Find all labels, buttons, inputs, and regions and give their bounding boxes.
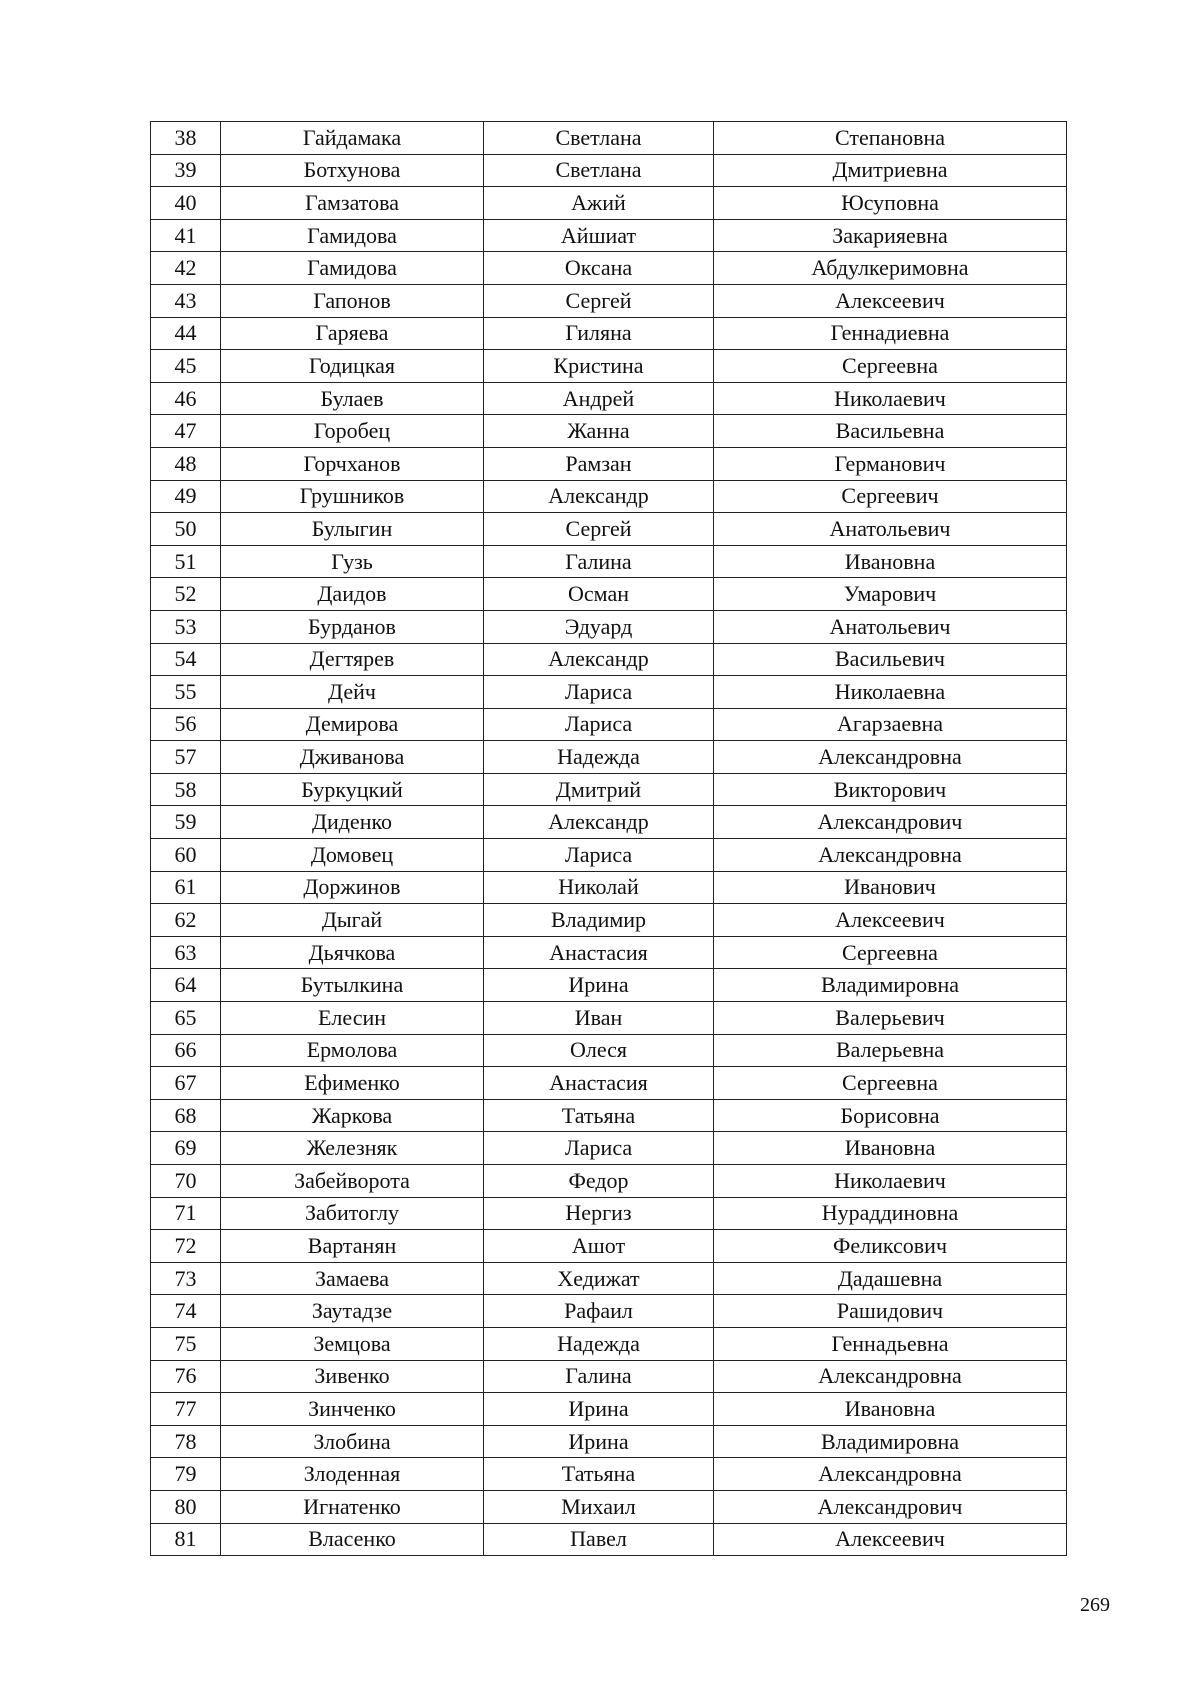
last-name-cell: Гамзатова: [221, 187, 484, 220]
table-row: [151, 545, 1067, 578]
last-name-cell: Гузь: [221, 545, 484, 578]
row-number-cell: 47: [151, 415, 221, 448]
table-row: [151, 1458, 1067, 1491]
patronymic-cell: Иванович: [714, 871, 1067, 904]
first-name-cell: Николай: [484, 871, 714, 904]
row-number-cell: 62: [151, 904, 221, 937]
patronymic-cell: Сергеевна: [714, 936, 1067, 969]
last-name-cell: Ефименко: [221, 1067, 484, 1100]
last-name-cell: Демирова: [221, 708, 484, 741]
patronymic-cell: Николаевич: [714, 382, 1067, 415]
patronymic-cell: Алексеевич: [714, 904, 1067, 937]
patronymic-cell: Николаевич: [714, 1165, 1067, 1198]
table-row: [151, 1230, 1067, 1263]
row-number-cell: 77: [151, 1393, 221, 1426]
last-name-cell: Диденко: [221, 806, 484, 839]
table-row: [151, 936, 1067, 969]
last-name-cell: Ермолова: [221, 1034, 484, 1067]
row-number-cell: 80: [151, 1490, 221, 1523]
row-number-cell: 42: [151, 252, 221, 285]
patronymic-cell: Валерьевич: [714, 1002, 1067, 1035]
table-row: [151, 741, 1067, 774]
last-name-cell: Гайдамака: [221, 122, 484, 155]
row-number-cell: 74: [151, 1295, 221, 1328]
patronymic-cell: Геннадиевна: [714, 317, 1067, 350]
patronymic-cell: Рашидович: [714, 1295, 1067, 1328]
patronymic-cell: Владимировна: [714, 969, 1067, 1002]
row-number-cell: 68: [151, 1099, 221, 1132]
last-name-cell: Дегтярев: [221, 643, 484, 676]
patronymic-cell: Нураддиновна: [714, 1197, 1067, 1230]
first-name-cell: Иван: [484, 1002, 714, 1035]
row-number-cell: 45: [151, 350, 221, 383]
patronymic-cell: Александровна: [714, 741, 1067, 774]
last-name-cell: Злоденная: [221, 1458, 484, 1491]
last-name-cell: Жаркова: [221, 1099, 484, 1132]
first-name-cell: Павел: [484, 1523, 714, 1556]
patronymic-cell: Сергеевна: [714, 1067, 1067, 1100]
table-row: [151, 708, 1067, 741]
row-number-cell: 63: [151, 936, 221, 969]
first-name-cell: Светлана: [484, 122, 714, 155]
patronymic-cell: Ивановна: [714, 1393, 1067, 1426]
row-number-cell: 64: [151, 969, 221, 1002]
patronymic-cell: Александрович: [714, 1490, 1067, 1523]
last-name-cell: Земцова: [221, 1327, 484, 1360]
table-row: [151, 252, 1067, 285]
last-name-cell: Домовец: [221, 839, 484, 872]
table-row: [151, 1327, 1067, 1360]
names-table-body: [151, 122, 1067, 1556]
table-row: [151, 1393, 1067, 1426]
table-row: [151, 1425, 1067, 1458]
first-name-cell: Надежда: [484, 741, 714, 774]
patronymic-cell: Феликсович: [714, 1230, 1067, 1263]
table-row: [151, 1165, 1067, 1198]
patronymic-cell: Александровна: [714, 839, 1067, 872]
first-name-cell: Анастасия: [484, 936, 714, 969]
row-number-cell: 58: [151, 773, 221, 806]
first-name-cell: Федор: [484, 1165, 714, 1198]
table-row: [151, 1523, 1067, 1556]
row-number-cell: 66: [151, 1034, 221, 1067]
last-name-cell: Замаева: [221, 1262, 484, 1295]
last-name-cell: Доржинов: [221, 871, 484, 904]
last-name-cell: Булыгин: [221, 513, 484, 546]
row-number-cell: 78: [151, 1425, 221, 1458]
patronymic-cell: Анатольевич: [714, 610, 1067, 643]
patronymic-cell: Алексеевич: [714, 1523, 1067, 1556]
row-number-cell: 53: [151, 610, 221, 643]
patronymic-cell: Валерьевна: [714, 1034, 1067, 1067]
table-row: [151, 1132, 1067, 1165]
first-name-cell: Надежда: [484, 1327, 714, 1360]
first-name-cell: Светлана: [484, 154, 714, 187]
patronymic-cell: Викторович: [714, 773, 1067, 806]
row-number-cell: 44: [151, 317, 221, 350]
table-row: [151, 122, 1067, 155]
first-name-cell: Ажий: [484, 187, 714, 220]
table-row: [151, 284, 1067, 317]
first-name-cell: Сергей: [484, 513, 714, 546]
last-name-cell: Гапонов: [221, 284, 484, 317]
row-number-cell: 73: [151, 1262, 221, 1295]
row-number-cell: 61: [151, 871, 221, 904]
first-name-cell: Оксана: [484, 252, 714, 285]
table-row: [151, 1360, 1067, 1393]
row-number-cell: 71: [151, 1197, 221, 1230]
patronymic-cell: Васильевич: [714, 643, 1067, 676]
row-number-cell: 79: [151, 1458, 221, 1491]
first-name-cell: Осман: [484, 578, 714, 611]
page-number: 269: [1080, 1594, 1110, 1616]
last-name-cell: Забитоглу: [221, 1197, 484, 1230]
row-number-cell: 50: [151, 513, 221, 546]
table-row: [151, 447, 1067, 480]
table-row: [151, 219, 1067, 252]
table-row: [151, 773, 1067, 806]
last-name-cell: Вартанян: [221, 1230, 484, 1263]
table-row: [151, 676, 1067, 709]
table-row: [151, 350, 1067, 383]
last-name-cell: Даидов: [221, 578, 484, 611]
first-name-cell: Эдуард: [484, 610, 714, 643]
table-row: [151, 1262, 1067, 1295]
row-number-cell: 75: [151, 1327, 221, 1360]
last-name-cell: Грушников: [221, 480, 484, 513]
first-name-cell: Рамзан: [484, 447, 714, 480]
first-name-cell: Лариса: [484, 1132, 714, 1165]
table-row: [151, 1067, 1067, 1100]
last-name-cell: Горобец: [221, 415, 484, 448]
row-number-cell: 51: [151, 545, 221, 578]
first-name-cell: Александр: [484, 806, 714, 839]
patronymic-cell: Сергеевич: [714, 480, 1067, 513]
row-number-cell: 59: [151, 806, 221, 839]
names-table: [150, 121, 1067, 1556]
first-name-cell: Михаил: [484, 1490, 714, 1523]
row-number-cell: 72: [151, 1230, 221, 1263]
row-number-cell: 76: [151, 1360, 221, 1393]
patronymic-cell: Агарзаевна: [714, 708, 1067, 741]
last-name-cell: Годицкая: [221, 350, 484, 383]
last-name-cell: Елесин: [221, 1002, 484, 1035]
last-name-cell: Дыгай: [221, 904, 484, 937]
patronymic-cell: Анатольевич: [714, 513, 1067, 546]
table-row: [151, 415, 1067, 448]
patronymic-cell: Александрович: [714, 806, 1067, 839]
first-name-cell: Галина: [484, 1360, 714, 1393]
row-number-cell: 52: [151, 578, 221, 611]
patronymic-cell: Владимировна: [714, 1425, 1067, 1458]
first-name-cell: Ашот: [484, 1230, 714, 1263]
first-name-cell: Нергиз: [484, 1197, 714, 1230]
table-row: [151, 1295, 1067, 1328]
patronymic-cell: Умарович: [714, 578, 1067, 611]
row-number-cell: 67: [151, 1067, 221, 1100]
first-name-cell: Андрей: [484, 382, 714, 415]
first-name-cell: Олеся: [484, 1034, 714, 1067]
last-name-cell: Бутылкина: [221, 969, 484, 1002]
table-row: [151, 1002, 1067, 1035]
table-row: [151, 317, 1067, 350]
last-name-cell: Игнатенко: [221, 1490, 484, 1523]
patronymic-cell: Закарияевна: [714, 219, 1067, 252]
last-name-cell: Власенко: [221, 1523, 484, 1556]
first-name-cell: Ирина: [484, 969, 714, 1002]
row-number-cell: 39: [151, 154, 221, 187]
patronymic-cell: Абдулкеримовна: [714, 252, 1067, 285]
first-name-cell: Татьяна: [484, 1099, 714, 1132]
patronymic-cell: Николаевна: [714, 676, 1067, 709]
first-name-cell: Сергей: [484, 284, 714, 317]
row-number-cell: 57: [151, 741, 221, 774]
last-name-cell: Буркуцкий: [221, 773, 484, 806]
patronymic-cell: Александровна: [714, 1360, 1067, 1393]
last-name-cell: Злобина: [221, 1425, 484, 1458]
row-number-cell: 54: [151, 643, 221, 676]
last-name-cell: Забейворота: [221, 1165, 484, 1198]
last-name-cell: Дейч: [221, 676, 484, 709]
patronymic-cell: Германович: [714, 447, 1067, 480]
row-number-cell: 46: [151, 382, 221, 415]
row-number-cell: 69: [151, 1132, 221, 1165]
table-row: [151, 969, 1067, 1002]
table-row: [151, 839, 1067, 872]
row-number-cell: 49: [151, 480, 221, 513]
patronymic-cell: Дадашевна: [714, 1262, 1067, 1295]
row-number-cell: 55: [151, 676, 221, 709]
row-number-cell: 40: [151, 187, 221, 220]
last-name-cell: Горчханов: [221, 447, 484, 480]
last-name-cell: Гамидова: [221, 252, 484, 285]
table-row: [151, 382, 1067, 415]
last-name-cell: Заутадзе: [221, 1295, 484, 1328]
table-row: [151, 1034, 1067, 1067]
patronymic-cell: Васильевна: [714, 415, 1067, 448]
row-number-cell: 56: [151, 708, 221, 741]
patronymic-cell: Ивановна: [714, 1132, 1067, 1165]
last-name-cell: Зивенко: [221, 1360, 484, 1393]
patronymic-cell: Александровна: [714, 1458, 1067, 1491]
first-name-cell: Ирина: [484, 1393, 714, 1426]
row-number-cell: 48: [151, 447, 221, 480]
last-name-cell: Бурданов: [221, 610, 484, 643]
first-name-cell: Айшиат: [484, 219, 714, 252]
last-name-cell: Зинченко: [221, 1393, 484, 1426]
first-name-cell: Лариса: [484, 676, 714, 709]
row-number-cell: 81: [151, 1523, 221, 1556]
first-name-cell: Александр: [484, 480, 714, 513]
last-name-cell: Железняк: [221, 1132, 484, 1165]
last-name-cell: Гаряева: [221, 317, 484, 350]
first-name-cell: Хедижат: [484, 1262, 714, 1295]
table-row: [151, 480, 1067, 513]
first-name-cell: Дмитрий: [484, 773, 714, 806]
table-row: [151, 1490, 1067, 1523]
table-row: [151, 904, 1067, 937]
first-name-cell: Ирина: [484, 1425, 714, 1458]
last-name-cell: Гамидова: [221, 219, 484, 252]
patronymic-cell: Сергеевна: [714, 350, 1067, 383]
table-row: [151, 610, 1067, 643]
first-name-cell: Владимир: [484, 904, 714, 937]
first-name-cell: Лариса: [484, 839, 714, 872]
patronymic-cell: Геннадьевна: [714, 1327, 1067, 1360]
row-number-cell: 70: [151, 1165, 221, 1198]
first-name-cell: Татьяна: [484, 1458, 714, 1491]
first-name-cell: Гиляна: [484, 317, 714, 350]
table-row: [151, 643, 1067, 676]
patronymic-cell: Алексеевич: [714, 284, 1067, 317]
row-number-cell: 38: [151, 122, 221, 155]
table-row: [151, 806, 1067, 839]
patronymic-cell: Дмитриевна: [714, 154, 1067, 187]
first-name-cell: Галина: [484, 545, 714, 578]
last-name-cell: Дживанова: [221, 741, 484, 774]
table-row: [151, 1197, 1067, 1230]
last-name-cell: Булаев: [221, 382, 484, 415]
last-name-cell: Дьячкова: [221, 936, 484, 969]
table-row: [151, 1099, 1067, 1132]
first-name-cell: Кристина: [484, 350, 714, 383]
row-number-cell: 41: [151, 219, 221, 252]
table-row: [151, 871, 1067, 904]
first-name-cell: Лариса: [484, 708, 714, 741]
patronymic-cell: Борисовна: [714, 1099, 1067, 1132]
table-row: [151, 578, 1067, 611]
last-name-cell: Ботхунова: [221, 154, 484, 187]
row-number-cell: 65: [151, 1002, 221, 1035]
patronymic-cell: Степановна: [714, 122, 1067, 155]
patronymic-cell: Юсуповна: [714, 187, 1067, 220]
first-name-cell: Рафаил: [484, 1295, 714, 1328]
table-row: [151, 513, 1067, 546]
patronymic-cell: Ивановна: [714, 545, 1067, 578]
first-name-cell: Анастасия: [484, 1067, 714, 1100]
first-name-cell: Жанна: [484, 415, 714, 448]
row-number-cell: 60: [151, 839, 221, 872]
table-row: [151, 154, 1067, 187]
first-name-cell: Александр: [484, 643, 714, 676]
table-row: [151, 187, 1067, 220]
row-number-cell: 43: [151, 284, 221, 317]
